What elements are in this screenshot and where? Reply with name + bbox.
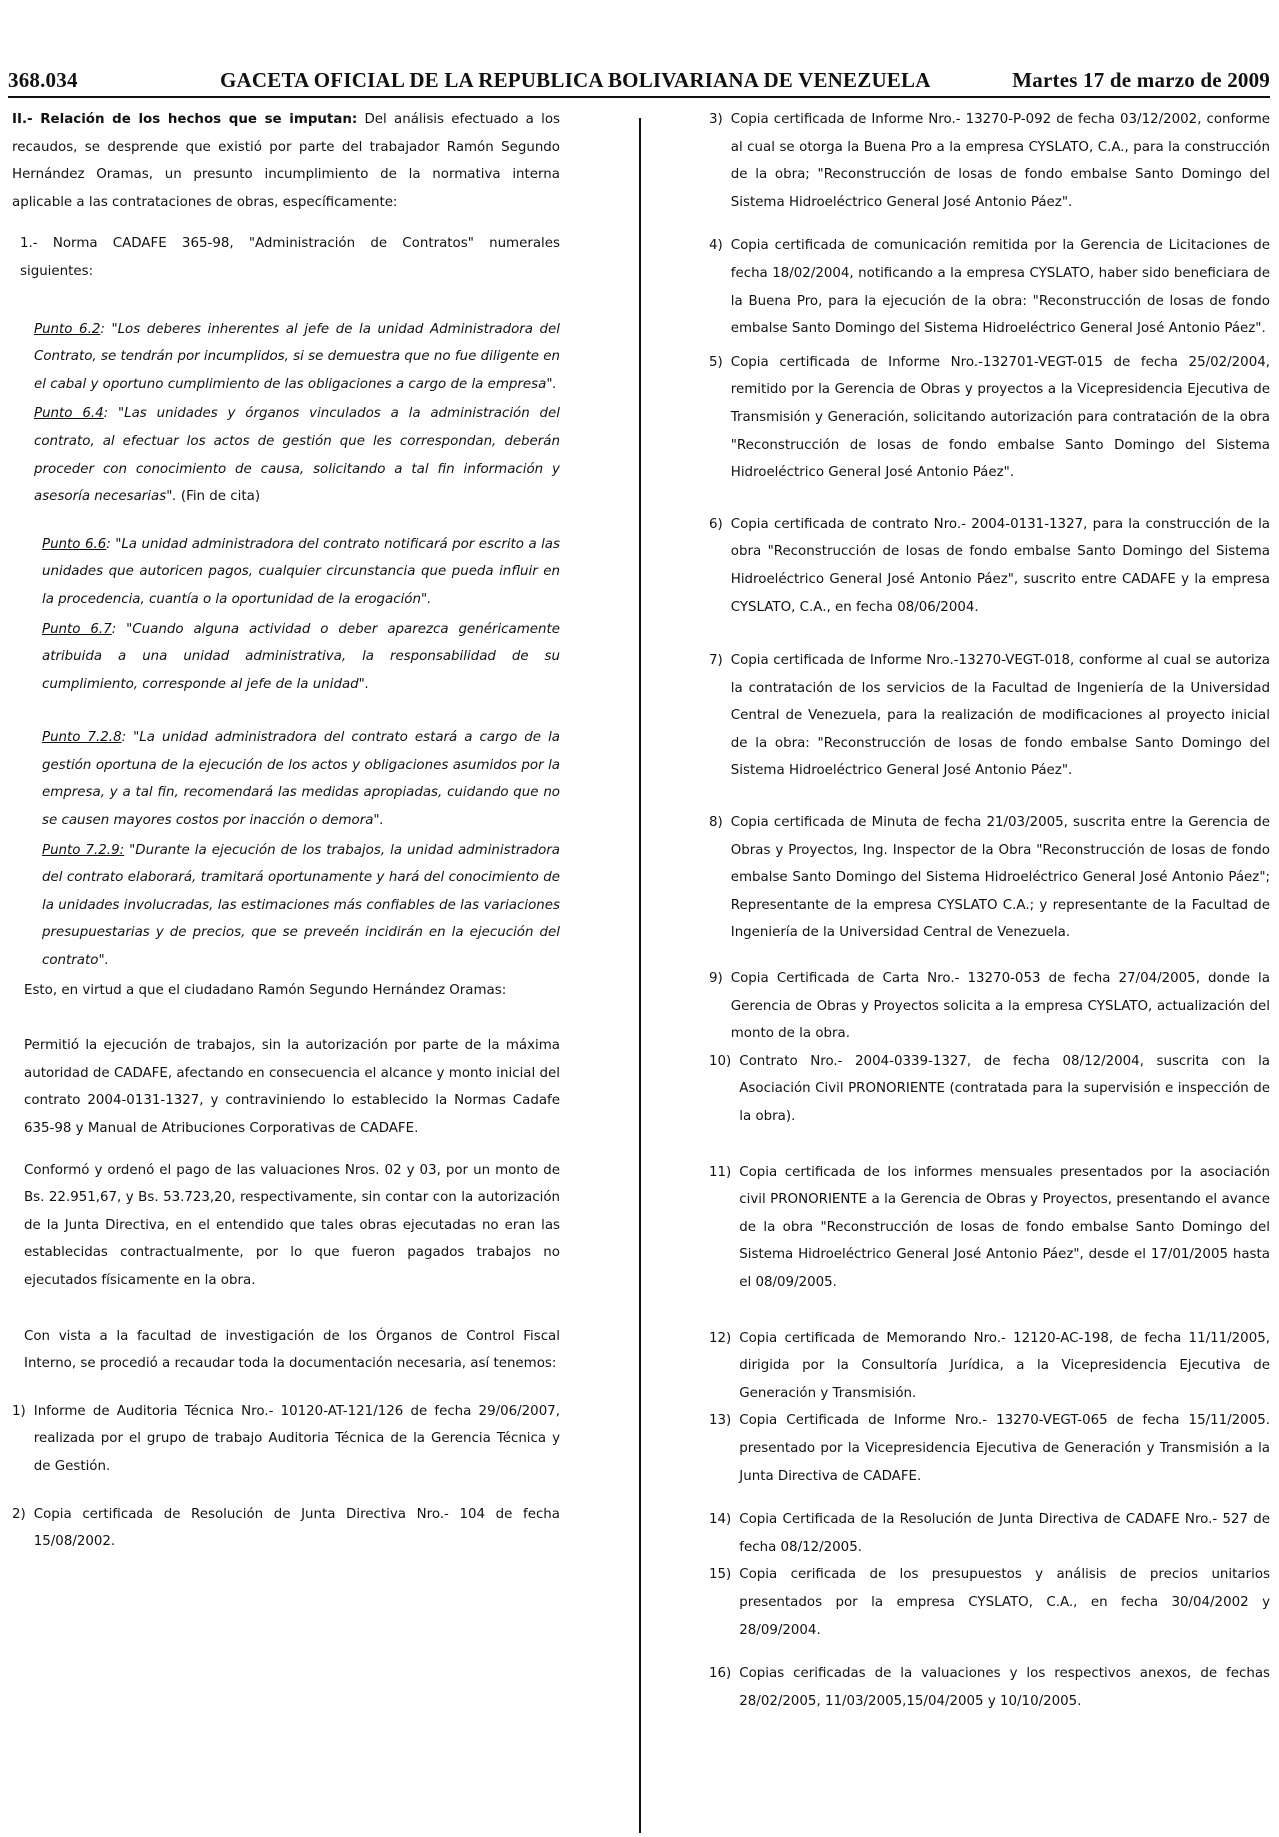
- punto-6-2-text: : "Los deberes inherentes al jefe de la unidad Administradora del Contrato, se tendrán por incumplidos, si se demuestra que no fue diligente en el cabal y oportuno cumplimiento de las obligaciones a cargo de la empresa".: [34, 321, 560, 392]
- conformo-paragraph: Conformó y ordenó el pago de las valuaciones Nros. 02 y 03, por un monto de Bs. 22.951,67, y Bs. 53.723,20, respectivamente, sin contar con la autorización de la Junta Directiva, en el entendido que tales obras ejecutadas no eran las establecidas contractualmente, por lo que fueron pagados trabajos no ejecutados físicamente en la obra.: [24, 1162, 560, 1288]
- list-item-text: Copia Certificada de Informe Nro.- 13270-VEGT-065 de fecha 15/11/2005. presentado por la Vicepresidencia Ejecutiva de Generación y Transmisión a la Junta Directiva de CADAFE.: [739, 1413, 1270, 1484]
- section-ii-paragraph: [12, 106, 560, 216]
- punto-7-2-8-label: Punto 7.2.8: [42, 730, 122, 746]
- list-item: [709, 1561, 1270, 1644]
- list-item-number: 11): [709, 1164, 732, 1180]
- section-text: Del análisis efectuado a los recaudos, se desprende que existió por parte del trabajador Ramón Segundo Hernández Oramas, un presunto incumplimiento de la normativa interna aplicable a las contrataciones de obras, específicamente:: [12, 112, 560, 210]
- column-divider: [639, 118, 641, 1833]
- punto-7-2-8-text: : "La unidad administradora del contrato estará a cargo de la gestión oportuna de la ejecución de los actos y obligaciones asumidos por la empresa, y a tal fin, recomendará las medidas apropiadas, cuidando que no se causen mayores costos por inacción o demora".: [42, 730, 560, 829]
- list-item-text: Copia cerificada de los presupuestos y análisis de precios unitarios presentados por la empresa CYSLATO, C.A., en fecha 30/04/2002 y 28/09/2004.: [739, 1567, 1270, 1638]
- punto-6-6-label: Punto 6.6: [42, 536, 107, 552]
- punto-7-2-9-text: "Durante la ejecución de los trabajos, la unidad administradora del contrato elaborará, tramitará oportunamente y hará del conocimiento de la unidades involucradas, las estimaciones más confiables de las variaciones presupuestarias y de precios, que se preveén incidirán en la ejecución del contrato".: [42, 842, 560, 969]
- list-item-text: Copia certificada de Informe Nro.-132701-VEGT-015 de fecha 25/02/2004, remitido por la Gerencia de Obras y proyectos a la Vicepresidencia Ejecutiva de Transmisión y Generación, solicitando autorización para contratación de la obra "Reconstrucción de losas de fondo embalse Santo Domingo del Sistema Hidroeléctrico General José Antonio Páez".: [730, 354, 1270, 481]
- permitio-paragraph: Permitió la ejecución de trabajos, sin la autorización por parte de la máxima autoridad de CADAFE, afectando en consecuencia el alcance y monto inicial del contrato 2004-0131-1327, y contraviniendo lo establecido la Normas Cadafe 635-98 y Manual de Atribuciones Corporativas de CADAFE.: [24, 1038, 560, 1136]
- right-column: [709, 108, 1270, 1715]
- list-item-text: Copias cerificadas de la valuaciones y los respectivos anexos, de fechas 28/02/2005, 11/03/2005,15/04/2005 y 10/10/2005.: [739, 1666, 1270, 1709]
- punto-7-2-9-label: Punto 7.2.9:: [42, 842, 125, 858]
- list-item-text: Copia certificada de los informes mensuales presentados por la asociación civil PRONORIENTE a la Gerencia de Obras y Proyectos, presentando el avance de la obra "Reconstrucción de losas de fondo embalse Santo Domingo del Sistema Hidroeléctrico General José Antonio Páez", desde el 17/01/2005 hasta el 08/09/2005.: [739, 1164, 1270, 1290]
- list-item: [709, 1325, 1270, 1408]
- punto-6-4-tail: (Fin de cita): [176, 489, 261, 505]
- list-item-text: Copia certificada de Informe Nro.-13270-VEGT-018, conforme al cual se autoriza la contratación de los servicios de la Facultad de Ingeniería de la Universidad Central de Venezuela, para la realización de modificaciones al proyecto inicial de la obra: "Reconstrucción de losas de fondo embalse Santo Domingo del Sistema Hidroeléctrico General José Antonio Páez".: [730, 653, 1270, 779]
- punto-6-4-text: : "Las unidades y órganos vinculados a la administración del contrato, al efectuar los actos de gestión que les correspondan, deberán proceder con conocimiento de causa, solicitando a tal fin información y asesoría necesarias".: [34, 406, 561, 505]
- list-item-number: 16): [709, 1666, 732, 1682]
- list-item-number: 1): [12, 1403, 26, 1419]
- punto-6-6-text: : "La unidad administradora del contrato notificará por escrito a las unidades que autoricen pagos, cualquier circunstancia que pueda influir en la procedencia, cuantía o la oportunidad de la erogación".: [42, 536, 560, 607]
- list-item: [709, 1506, 1270, 1561]
- list-item-number: 2): [12, 1506, 26, 1522]
- punto-6-7-label: Punto 6.7: [42, 621, 112, 637]
- punto-7-2-8: [12, 724, 560, 834]
- punto-6-6: [12, 531, 560, 614]
- left-column: [12, 108, 560, 1556]
- list-item-number: 5): [709, 354, 723, 370]
- list-item-number: 12): [709, 1330, 732, 1346]
- list-item: [709, 1660, 1270, 1715]
- page-number: 368.034: [8, 68, 78, 92]
- list-item-text: Copia Certificada de Carta Nro.- 13270-053 de fecha 27/04/2005, donde la Gerencia de Obras y Proyectos solicita a la empresa CYSLATO, actualización del monto de la obra.: [730, 971, 1270, 1042]
- list-item: [12, 1501, 560, 1556]
- punto-6-2: [12, 316, 560, 399]
- list-item: [709, 1048, 1270, 1131]
- list-item-text: Informe de Auditoria Técnica Nro.- 10120-AT-121/126 de fecha 29/06/2007, realizada por el grupo de trabajo Auditoria Técnica de la Gerencia Técnica y de Gestión.: [33, 1403, 560, 1474]
- list-item-text: Copia Certificada de la Resolución de Junta Directiva de CADAFE Nro.- 527 de fecha 08/12/2005.: [739, 1512, 1270, 1555]
- list-item-number: 7): [709, 653, 723, 669]
- punto-6-7-text: : "Cuando alguna actividad o deber aparezca genéricamente atribuida a una unidad administrativa, la responsabilidad de su cumplimiento, corresponde al jefe de la unidad".: [42, 621, 561, 692]
- gazette-header: [8, 66, 1270, 98]
- list-item-text: Copia certificada de comunicación remitida por la Gerencia de Licitaciones de fecha 18/02/2004, notificando a la empresa CYSLATO, haber sido beneficiara de la Buena Pro, para la ejecución de la obra: "Reconstrucción de losas de fondo embalse Santo Domingo del Sistema Hidroeléctrico General José Antonio Páez".: [730, 238, 1270, 337]
- punto-6-2-label: Punto 6.2: [34, 321, 101, 337]
- list-item: [709, 1407, 1270, 1490]
- list-item: [709, 809, 1270, 947]
- list-item: [709, 647, 1270, 785]
- issue-date: Martes 17 de marzo de 2009: [1012, 68, 1270, 92]
- list-item-number: 4): [709, 238, 723, 254]
- list-item-number: 13): [709, 1413, 732, 1429]
- punto-6-4: [12, 400, 560, 510]
- punto-6-4-label: Punto 6.4: [34, 406, 104, 422]
- norma-paragraph: 1.- Norma CADAFE 365-98, "Administración de Contratos" numerales siguientes:: [20, 236, 560, 279]
- esto-paragraph: Esto, en virtud a que el ciudadano Ramón Segundo Hernández Oramas:: [24, 982, 507, 998]
- list-item-text: Copia certificada de Memorando Nro.- 12120-AC-198, de fecha 11/11/2005, dirigida por la Consultoría Jurídica, a la Vicepresidencia Ejecutiva de Generación y Transmisión.: [739, 1330, 1270, 1401]
- list-item-number: 8): [709, 815, 723, 831]
- list-item: [709, 232, 1270, 342]
- list-item-number: 3): [709, 112, 723, 127]
- punto-7-2-9: [12, 837, 560, 975]
- list-item-text: Copia certificada de contrato Nro.- 2004-0131-1327, para la construcción de la obra "Reconstrucción de losas de fondo embalse Santo Domingo del Sistema Hidroeléctrico General José Antonio Páez", suscrito entre CADAFE y la empresa CYSLATO, C.A., en fecha 08/06/2004.: [730, 516, 1270, 615]
- list-item-text: Copia certificada de Resolución de Junta Directiva Nro.- 104 de fecha 15/08/2002.: [33, 1506, 560, 1550]
- list-item-text: Copia certificada de Informe Nro.- 13270-P-092 de fecha 03/12/2002, conforme al cual se otorga la Buena Pro a la empresa CYSLATO, C.A., para la construcción de la obra; "Reconstrucción de losas de fondo embalse Santo Domingo del Sistema Hidroeléctrico General José Antonio Páez".: [730, 112, 1270, 210]
- list-item-number: 14): [709, 1512, 732, 1528]
- list-item: [12, 1398, 560, 1481]
- list-item: [709, 1159, 1270, 1297]
- list-item-text: Copia certificada de Minuta de fecha 21/03/2005, suscrita entre la Gerencia de Obras y Proyectos, Ing. Inspector de la Obra "Reconstrucción de losas de fondo embalse Santo Domingo del Sistema Hidroeléctrico General José Antonio Páez"; Representante de la empresa CYSLATO C.A.; y representante de la Facultad de Ingeniería de la Universidad Central de Venezuela.: [730, 815, 1270, 941]
- list-item: [709, 511, 1270, 621]
- con-vista-paragraph: Con vista a la facultad de investigación de los Órganos de Control Fiscal Interno, se procedió a recaudar toda la documentación necesaria, así tenemos:: [24, 1328, 560, 1372]
- gazette-title: GACETA OFICIAL DE LA REPUBLICA BOLIVARIANA DE VENEZUELA: [220, 68, 931, 92]
- list-item-number: 15): [709, 1567, 732, 1583]
- list-item-number: 9): [709, 971, 723, 987]
- punto-6-7: [12, 616, 560, 699]
- list-item-number: 10): [709, 1053, 732, 1069]
- list-item: [709, 965, 1270, 1048]
- list-item-text: Contrato Nro.- 2004-0339-1327, de fecha 08/12/2004, suscrita con la Asociación Civil PRONORIENTE (contratada para la supervisión e inspección de la obra).: [739, 1053, 1270, 1124]
- list-item: [709, 106, 1270, 216]
- list-item: [709, 349, 1270, 487]
- section-heading: II.- Relación de los hechos que se imputan:: [12, 112, 358, 127]
- list-item-number: 6): [709, 516, 723, 532]
